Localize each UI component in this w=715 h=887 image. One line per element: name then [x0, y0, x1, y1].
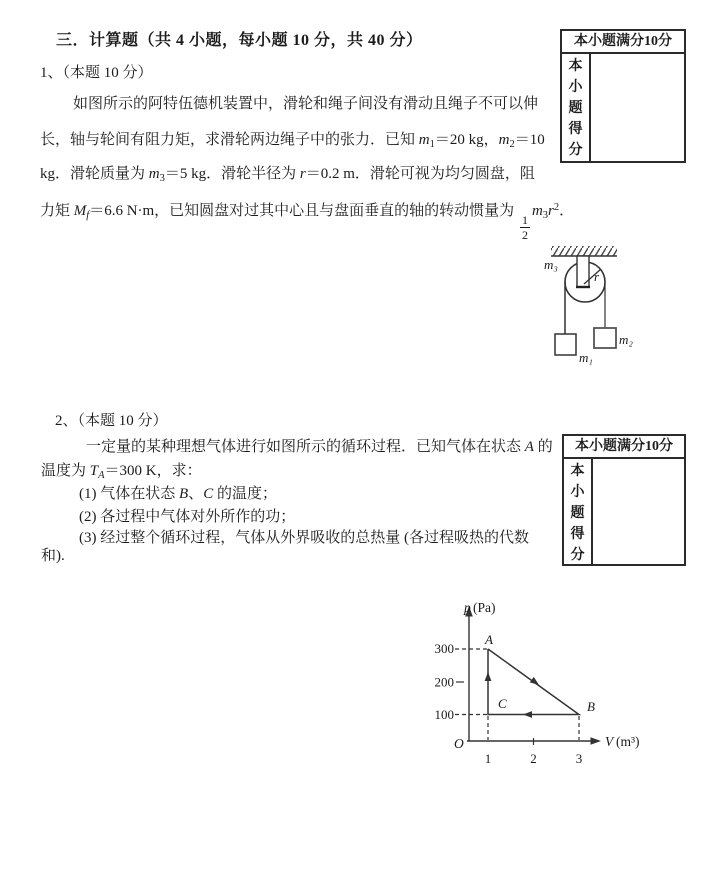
- q1-text-line: 长，轴与轮间有阻力矩，求滑轮两边绳子中的张力．已知 $m_1=20$ kg，$m_2=10$: [40, 132, 545, 150]
- label-m2: m₂: [619, 332, 633, 347]
- point-label-A: A: [485, 632, 493, 647]
- p-axis-var: p: [464, 600, 471, 615]
- q1-text-line: 如图所示的阿特伍德机装置中，滑轮和绳子间没有滑动且绳子不可以伸: [73, 96, 539, 112]
- score-box-empty-cell: [591, 54, 684, 161]
- q2-heading: 2、（本题 10 分）: [55, 413, 168, 429]
- q2-text-line: 一定量的某种理想气体进行如图所示的循环过程．已知气体在状态 A 的: [86, 439, 553, 455]
- ytick-100: 100: [434, 707, 454, 722]
- ytick-200: 200: [434, 674, 454, 690]
- block-m2: [594, 328, 616, 348]
- pv-cycle-chart: [428, 595, 678, 785]
- q2-text-line: 温度为 $T_A=300$ K，求：: [41, 463, 202, 481]
- ceiling-hatch: [551, 246, 617, 256]
- q2-text-line: 和).: [41, 548, 65, 564]
- v-axis-unit: (m³): [616, 734, 640, 749]
- label-m3: m₃: [544, 257, 558, 272]
- q2-text-line: (1) 气体在状态 B、C 的温度；: [79, 486, 277, 502]
- origin-label: O: [454, 736, 464, 751]
- dashed-guides: [455, 649, 579, 740]
- q1-heading: 1、（本题 10 分）: [40, 65, 153, 81]
- point-label-B: B: [587, 699, 595, 714]
- arrow-c-to-a: [485, 672, 492, 681]
- score-box-empty-cell: [593, 459, 684, 564]
- q1-text-line: 力矩 $M_f=6.6$ N·m，已知圆盘对过其中心且与盘面垂直的轴的转动惯量为 $\frac{1}{2}$ $m_3r^2$．: [40, 202, 575, 242]
- xtick-1: 1: [484, 751, 492, 766]
- section-title: 三．计算题（共 4 小题，每小题 10 分，共 40 分）: [56, 32, 423, 49]
- block-m1: [555, 334, 576, 355]
- label-m1: m₁: [579, 350, 593, 365]
- q1-score-box: [560, 29, 686, 163]
- arrow-b-to-c: [523, 711, 532, 718]
- score-box-header: 本小题满分10分: [562, 31, 684, 54]
- score-box-side-label: 本小题得分: [562, 54, 591, 161]
- ytick-300: 300: [434, 641, 454, 656]
- v-axis-var: V: [605, 734, 614, 749]
- q1-text-line: kg．滑轮质量为 $m_3=5$ kg．滑轮半径为 r＝0.2 m．滑轮可视为均匀圆盘，阻: [40, 166, 535, 184]
- point-label-C: C: [498, 696, 507, 711]
- q2-score-box: [562, 434, 686, 566]
- score-box-side-label: 本小题得分: [564, 459, 593, 564]
- score-box-header: 本小题满分10分: [564, 436, 684, 459]
- atwood-machine-figure: [540, 238, 670, 388]
- q2-text-line: (3) 经过整个循环过程，气体从外界吸收的总热量 (各过程吸热的代数: [79, 530, 529, 546]
- pulley-bracket: [576, 256, 590, 287]
- p-axis: [465, 606, 473, 741]
- label-radius: r: [594, 269, 600, 284]
- q2-text-line: (2) 各过程中气体对外所作的功；: [79, 509, 296, 525]
- xtick-3: 3: [575, 751, 583, 766]
- xtick-2: 2: [530, 751, 537, 766]
- p-axis-unit: (Pa): [473, 600, 496, 615]
